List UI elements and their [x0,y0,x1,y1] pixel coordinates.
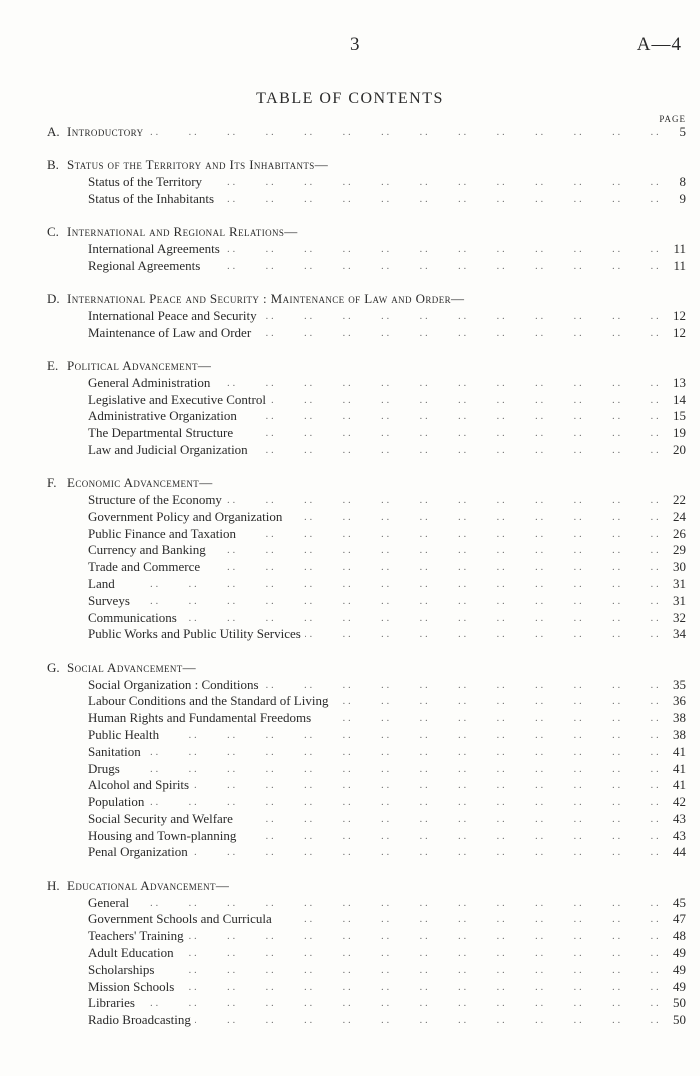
toc-entry [0,727,700,744]
entry-title: Social Organization : Conditions [88,677,263,694]
toc-entry [0,325,700,342]
page-ref: 12 [673,307,686,323]
page-ref: 31 [673,576,686,592]
toc-entry [0,610,700,627]
toc-entry [0,911,700,928]
toc-entry [0,1012,700,1029]
toc-entry [0,811,700,828]
entry-title: Law and Judicial Organization [88,442,252,459]
toc-section [0,157,700,207]
page-ref: 48 [673,928,686,944]
entry-title: Trade and Commerce [88,559,204,576]
entry-title: Penal Organization [88,844,192,861]
dot-leader [150,559,660,576]
entry-title: Mission Schools [88,979,178,996]
page-ref: 14 [673,391,686,407]
entry-title: Government Policy and Organization [88,509,286,526]
dot-leader [150,979,660,996]
dot-leader [150,794,660,811]
entry-title: Public Works and Public Utility Services [88,626,305,643]
page-ref: 13 [673,374,686,390]
section-heading [0,475,700,492]
page-ref: 11 [673,257,686,273]
section-letter: C. [47,224,59,240]
toc-entry [0,258,700,275]
section-heading [0,358,700,375]
toc-entry [0,174,700,191]
dot-leader [150,492,660,509]
toc-entry [0,593,700,610]
page-ref: 49 [673,978,686,994]
toc-entry [0,308,700,325]
entry-title: General Administration [88,375,214,392]
dot-leader [150,542,660,559]
section-letter: D. [47,291,60,307]
entry-title: Adult Education [88,945,178,962]
page-ref: 35 [673,676,686,692]
toc-entry [0,375,700,392]
toc-entry [0,559,700,576]
page-ref: 50 [673,995,686,1011]
dot-leader [150,191,660,208]
section-letter: G. [47,659,60,675]
dot-leader [150,945,660,962]
toc-entry [0,962,700,979]
page-ref: 12 [673,324,686,340]
section-letter: B. [47,157,59,173]
entry-title: International Agreements [88,241,224,258]
entry-title: Regional Agreements [88,258,204,275]
section-heading [0,878,700,895]
dot-leader [150,962,660,979]
dot-leader [150,241,660,258]
section-title: Political Advancement— [67,357,212,373]
entry-title: Public Finance and Taxation [88,526,240,543]
toc-entry [0,408,700,425]
dot-leader [150,174,660,191]
toc-entry [0,576,700,593]
page-ref: 34 [673,626,686,642]
dot-leader [150,895,660,912]
entry-title: Population [88,794,148,811]
entry-title: General [88,895,133,912]
page-number: 3 [350,34,360,55]
dot-leader [150,995,660,1012]
toc-section [0,878,700,1029]
page-ref: 47 [673,911,686,927]
dot-leader [150,258,660,275]
page-ref: 49 [673,944,686,960]
page-ref: 43 [673,827,686,843]
page-ref: 24 [673,508,686,524]
page-ref: 45 [673,894,686,910]
page-ref: 41 [673,743,686,759]
toc-entry [0,995,700,1012]
page-ref: 38 [673,710,686,726]
page-ref: 41 [673,760,686,776]
entry-title: Sanitation [88,744,145,761]
page-ref: 19 [673,425,686,441]
section-heading [0,660,700,677]
entry-title: Drugs [88,761,124,778]
entry-title: Scholarships [88,962,158,979]
toc-section [0,475,700,643]
entry-title: International Peace and Security [88,308,261,325]
page-ref: 32 [673,609,686,625]
toc-section [0,124,700,141]
toc-entry [0,895,700,912]
toc-section [0,291,700,341]
dot-leader [150,727,660,744]
entry-title: The Departmental Structure [88,425,237,442]
page-ref: 26 [673,525,686,541]
entry-title: Radio Broadcasting [88,1012,195,1029]
toc-entry [0,442,700,459]
dot-leader [150,593,660,610]
page-ref: 11 [673,240,686,256]
entry-title: Public Health [88,727,163,744]
toc-entry [0,509,700,526]
page-ref: 31 [673,592,686,608]
entry-title: Teachers' Training [88,928,188,945]
toc-entry [0,392,700,409]
page-title: TABLE OF CONTENTS [256,90,444,107]
entry-title: Status of the Inhabitants [88,191,218,208]
toc-entry [0,693,700,710]
section-title: International and Regional Relations— [67,224,298,240]
entry-title: Human Rights and Fundamental Freedoms [88,710,315,727]
entry-title: Administrative Organization [88,408,241,425]
section-heading [0,124,700,141]
page-ref: 29 [673,542,686,558]
toc-section [0,224,700,274]
toc-section [0,660,700,862]
entry-title: Status of the Territory [88,174,206,191]
entry-title: Alcohol and Spirits [88,777,193,794]
section-title: Introductory [67,124,144,139]
dot-leader [150,928,660,945]
section-title: Educational Advancement— [67,877,230,893]
dot-leader [150,1012,660,1029]
table-of-contents [0,124,700,1045]
section-title: Economic Advancement— [67,475,213,491]
entry-title: Currency and Banking [88,542,210,559]
section-heading [0,224,700,241]
entry-title: Communications [88,610,181,627]
section-letter: H. [47,877,60,893]
entry-title: Surveys [88,593,134,610]
toc-entry [0,425,700,442]
toc-entry [0,526,700,543]
entry-title: Social Security and Welfare [88,811,237,828]
toc-entry [0,979,700,996]
section-title: Social Advancement— [67,659,197,675]
document-reference: A—4 [636,34,682,55]
entry-title: Housing and Town-planning [88,828,240,845]
page-ref: 22 [673,492,686,508]
dot-leader [150,844,660,861]
toc-entry [0,945,700,962]
dot-leader [150,124,660,141]
page-ref: 8 [679,174,686,190]
page-ref: 44 [673,844,686,860]
section-letter: A. [47,124,60,139]
toc-section [0,358,700,459]
toc-entry [0,710,700,727]
page-ref: 41 [673,777,686,793]
toc-entry [0,844,700,861]
toc-entry [0,241,700,258]
dot-leader [150,375,660,392]
page-ref: 5 [679,124,686,139]
toc-entry [0,492,700,509]
page-ref: 38 [673,726,686,742]
page-ref: 50 [673,1012,686,1028]
section-heading [0,291,700,308]
toc-entry [0,744,700,761]
section-heading [0,157,700,174]
section-title: International Peace and Security : Maintenance of Law and Order— [67,291,465,307]
page-column-label: PAGE [659,114,686,124]
entry-title: Legislative and Executive Control [88,392,270,409]
entry-title: Land [88,576,119,593]
entry-title: Labour Conditions and the Standard of Living [88,693,332,710]
toc-entry [0,828,700,845]
toc-entry [0,777,700,794]
page-ref: 30 [673,559,686,575]
dot-leader [150,576,660,593]
entry-title: Maintenance of Law and Order [88,325,255,342]
dot-leader [150,610,660,627]
entry-title: Libraries [88,995,139,1012]
section-title: Status of the Territory and Its Inhabitants— [67,157,329,173]
toc-entry [0,191,700,208]
page-ref: 15 [673,408,686,424]
page-ref: 43 [673,810,686,826]
page-ref: 9 [679,190,686,206]
page-ref: 42 [673,794,686,810]
entry-title: Structure of the Economy [88,492,226,509]
toc-entry [0,677,700,694]
page-ref: 49 [673,961,686,977]
dot-leader [150,744,660,761]
toc-entry [0,928,700,945]
toc-entry [0,542,700,559]
toc-entry [0,761,700,778]
toc-entry [0,794,700,811]
toc-entry [0,626,700,643]
dot-leader [150,761,660,778]
page-ref: 20 [673,441,686,457]
entry-title: Government Schools and Curricula [88,911,276,928]
section-letter: E. [47,357,59,373]
page-ref: 36 [673,693,686,709]
dot-leader [150,777,660,794]
section-letter: F. [47,475,57,491]
